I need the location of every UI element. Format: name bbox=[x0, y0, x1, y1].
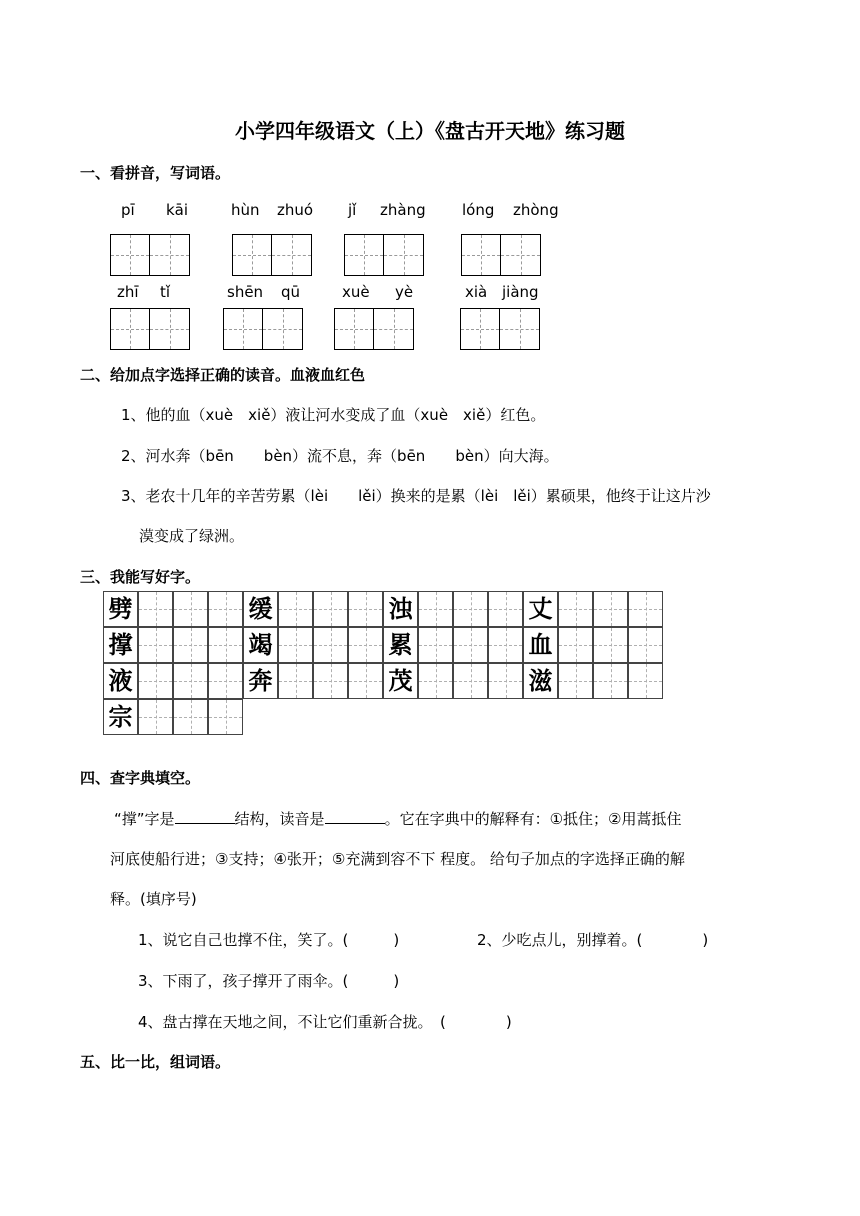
practice-cell[interactable] bbox=[138, 627, 173, 663]
model-character: 茂 bbox=[388, 666, 413, 695]
pinyin: hùn bbox=[231, 201, 260, 219]
section1-heading: 一、看拼音，写词语。 bbox=[80, 164, 231, 182]
model-character-cell bbox=[523, 591, 558, 627]
model-character: 液 bbox=[108, 666, 133, 695]
model-character-cell bbox=[243, 627, 278, 663]
model-character-cell bbox=[383, 627, 418, 663]
pinyin: zhòng bbox=[513, 201, 559, 219]
question-line: 2、河水奔（bēn bèn）流不息，奔（bēn bèn）向大海。 bbox=[121, 447, 559, 465]
practice-cell[interactable] bbox=[138, 591, 173, 627]
model-character-cell bbox=[383, 591, 418, 627]
model-character-cell bbox=[103, 591, 138, 627]
pinyin: lóng bbox=[462, 201, 495, 219]
model-character-cell bbox=[103, 627, 138, 663]
writing-box[interactable] bbox=[334, 308, 374, 350]
model-character: 血 bbox=[528, 630, 553, 659]
pinyin: kāi bbox=[166, 201, 189, 219]
model-character: 丈 bbox=[528, 594, 553, 623]
text: 。它在字典中的解释有：①抵住；②用蒿抵住 bbox=[384, 810, 682, 828]
model-character: 滋 bbox=[528, 666, 553, 695]
practice-cell[interactable] bbox=[208, 699, 243, 735]
pinyin: xià bbox=[465, 283, 488, 301]
pinyin: shēn bbox=[227, 283, 264, 301]
practice-cell[interactable] bbox=[453, 591, 488, 627]
practice-cell[interactable] bbox=[278, 591, 313, 627]
writing-box[interactable] bbox=[461, 234, 501, 276]
practice-cell[interactable] bbox=[453, 663, 488, 699]
text: 结构，读音是 bbox=[234, 810, 325, 828]
practice-cell[interactable] bbox=[593, 663, 628, 699]
question-line: 1、说它自己也撑不住，笑了。( ) bbox=[138, 931, 400, 949]
pinyin: pī bbox=[121, 201, 135, 219]
practice-cell[interactable] bbox=[488, 663, 523, 699]
practice-cell[interactable] bbox=[208, 591, 243, 627]
model-character: 缓 bbox=[248, 594, 273, 623]
model-character-cell bbox=[103, 663, 138, 699]
writing-box[interactable] bbox=[110, 234, 150, 276]
pinyin: yè bbox=[395, 283, 414, 301]
fill-blank-structure[interactable] bbox=[175, 809, 235, 824]
model-character: 竭 bbox=[248, 630, 273, 659]
writing-box[interactable] bbox=[501, 234, 541, 276]
pinyin: zhàng bbox=[380, 201, 426, 219]
question-line: 3、老农十几年的辛苦劳累（lèi lěi）换来的是累（lèi lěi）累硕果，他终于让这片沙 bbox=[121, 487, 711, 505]
writing-box[interactable] bbox=[460, 308, 500, 350]
pinyin: xuè bbox=[342, 283, 370, 301]
question-line: 漠变成了绿洲。 bbox=[139, 527, 245, 545]
model-character: 奔 bbox=[248, 666, 273, 695]
writing-box[interactable] bbox=[150, 234, 190, 276]
practice-cell[interactable] bbox=[313, 591, 348, 627]
writing-box[interactable] bbox=[272, 234, 312, 276]
practice-cell[interactable] bbox=[313, 663, 348, 699]
paragraph-line bbox=[114, 808, 681, 829]
model-character-cell bbox=[103, 699, 138, 735]
question-line: 4、盘古撑在天地之间，不让它们重新合拢。 ( ) bbox=[138, 1013, 512, 1031]
model-character: 劈 bbox=[108, 594, 133, 623]
practice-cell[interactable] bbox=[138, 699, 173, 735]
practice-cell[interactable] bbox=[418, 627, 453, 663]
pinyin: tǐ bbox=[160, 283, 171, 301]
practice-cell[interactable] bbox=[628, 663, 663, 699]
section4-heading: 四、查字典填空。 bbox=[80, 769, 201, 787]
practice-cell[interactable] bbox=[173, 699, 208, 735]
practice-cell[interactable] bbox=[138, 663, 173, 699]
practice-cell[interactable] bbox=[453, 627, 488, 663]
section5-heading: 五、比一比，组词语。 bbox=[80, 1053, 231, 1071]
pinyin: jiàng bbox=[502, 283, 539, 301]
pinyin: qū bbox=[281, 283, 301, 301]
practice-cell[interactable] bbox=[593, 591, 628, 627]
model-character: 撑 bbox=[108, 630, 133, 659]
practice-cell[interactable] bbox=[418, 663, 453, 699]
model-character: 宗 bbox=[108, 702, 133, 731]
practice-cell[interactable] bbox=[208, 627, 243, 663]
writing-box[interactable] bbox=[500, 308, 540, 350]
section3-heading: 三、我能写好字。 bbox=[80, 568, 201, 586]
practice-cell[interactable] bbox=[418, 591, 453, 627]
model-character-cell bbox=[243, 663, 278, 699]
practice-cell[interactable] bbox=[278, 627, 313, 663]
writing-box[interactable] bbox=[263, 308, 303, 350]
model-character-cell bbox=[523, 663, 558, 699]
practice-cell[interactable] bbox=[173, 663, 208, 699]
model-character-cell bbox=[523, 627, 558, 663]
question-line: 2、少吃点儿，别撑着。( ) bbox=[477, 931, 709, 949]
writing-box[interactable] bbox=[232, 234, 272, 276]
practice-cell[interactable] bbox=[348, 591, 383, 627]
practice-cell[interactable] bbox=[558, 591, 593, 627]
fill-blank-pronunciation[interactable] bbox=[325, 809, 385, 824]
writing-box[interactable] bbox=[344, 234, 384, 276]
practice-cell[interactable] bbox=[173, 591, 208, 627]
writing-box[interactable] bbox=[150, 308, 190, 350]
paragraph-line: 河底使船行进；③支持；④张开；⑤充满到容不下 程度。 给句子加点的字选择正确的解 bbox=[110, 850, 685, 868]
practice-cell[interactable] bbox=[558, 627, 593, 663]
practice-cell[interactable] bbox=[173, 627, 208, 663]
practice-cell[interactable] bbox=[348, 627, 383, 663]
question-line: 3、下雨了，孩子撑开了雨伞。( ) bbox=[138, 972, 400, 990]
pinyin: zhuó bbox=[277, 201, 314, 219]
model-character-cell bbox=[243, 591, 278, 627]
pinyin: jǐ bbox=[348, 201, 357, 219]
text: “撑”字是 bbox=[114, 810, 175, 828]
model-character: 浊 bbox=[388, 594, 413, 623]
practice-cell[interactable] bbox=[628, 591, 663, 627]
page-title: 小学四年级语文（上）《盘古开天地》练习题 bbox=[235, 119, 625, 143]
paragraph-line: 释。(填序号) bbox=[110, 890, 197, 908]
practice-cell[interactable] bbox=[488, 591, 523, 627]
pinyin: zhī bbox=[117, 283, 139, 301]
practice-cell[interactable] bbox=[628, 627, 663, 663]
section2-heading: 二、给加点字选择正确的读音。血液血红色 bbox=[80, 366, 366, 384]
question-line: 1、他的血（xuè xiě）液让河水变成了血（xuè xiě）红色。 bbox=[121, 406, 546, 424]
model-character-cell bbox=[383, 663, 418, 699]
practice-cell[interactable] bbox=[313, 627, 348, 663]
practice-cell[interactable] bbox=[278, 663, 313, 699]
practice-cell[interactable] bbox=[593, 627, 628, 663]
practice-cell[interactable] bbox=[488, 627, 523, 663]
writing-box[interactable] bbox=[110, 308, 150, 350]
model-character: 累 bbox=[388, 630, 413, 659]
writing-box[interactable] bbox=[374, 308, 414, 350]
writing-box[interactable] bbox=[384, 234, 424, 276]
practice-cell[interactable] bbox=[558, 663, 593, 699]
practice-cell[interactable] bbox=[208, 663, 243, 699]
writing-box[interactable] bbox=[223, 308, 263, 350]
practice-cell[interactable] bbox=[348, 663, 383, 699]
